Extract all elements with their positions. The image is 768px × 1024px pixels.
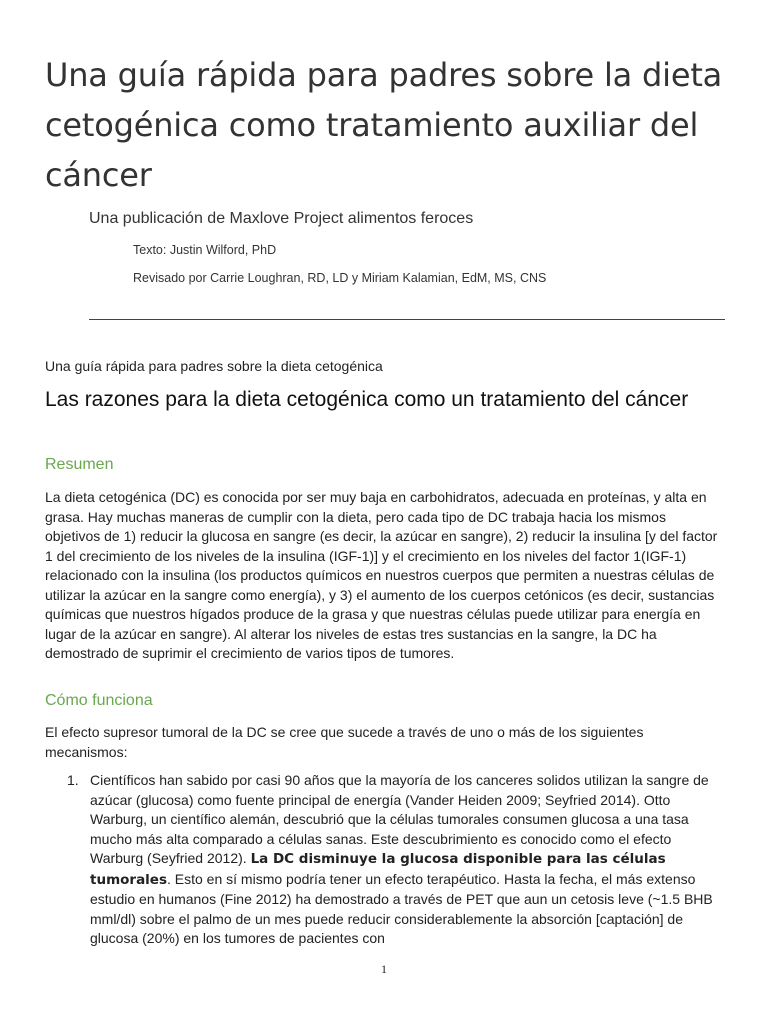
list-text-after: . Esto en sí mismo podría tener un efecto terapéutico. Hasta la fecha, el más extenso estudio en humanos (Fine 2012) ha demostrado a través de PET que aun un cetosis leve (~1.5 BHB mml/dl) sobre el palmo de un mes puede reducir considerablemente la absorción [captación] de glucosa (20%) en los tumores de pacientes con bbox=[90, 870, 713, 946]
running-head: Una guía rápida para padres sobre la dieta cetogénica bbox=[45, 358, 383, 374]
list-number: 1. bbox=[67, 772, 79, 788]
summary-paragraph: La dieta cetogénica (DC) es conocida por ser muy baja en carbohidratos, adecuada en proteínas, y alta en grasa. Hay muchas maneras de cumplir con la dieta, pero cada tipo de DC trabaja hacia los mismos objetivos de 1) reducir la glucosa en sangre (es decir, la azúcar en sangre), 2) reducir la insulina [y del factor 1 del crecimiento de los niveles de la insulina (IGF-1)] y el crecimiento en los niveles del factor 1(IGF-1) relacionado con la insulina (los productos químicos en nuestros cuerpos que permiten a nuestras células de utilizar la azúcar en la sangre como energía), y 3) el aumento de los cuerpos cetónicos (es decir, sustancias químicas que nuestros hígados produce de la grasa y que nuestras células puede utilizar para energía en lugar de la azúcar en sangre). Al alterar los niveles de estas tres sustancias en la sangre, la DC ha demostrado de suprimir el crecimiento de varios tipos de tumores. bbox=[45, 489, 718, 661]
reviewer-credit: Revisado por Carrie Loughran, RD, LD y Miriam Kalamian, EdM, MS, CNS bbox=[133, 271, 547, 285]
document-title: Una guía rápida para padres sobre la dieta cetogénica como tratamiento auxiliar del cáncer bbox=[45, 56, 723, 194]
how-it-works-heading: Cómo funciona bbox=[45, 692, 153, 709]
list-text-before: Científicos han sabido por casi 90 años que la mayoría de los canceres solidos utilizan la sangre de azúcar (glucosa) como fuente principal de energía (Vander Heiden 2009; Seyfried 2014). Otto Warburg, un científico alemán, descubrió que la células tumorales consumen glucosa a una tasa mucho más alta comparado a células sanas. Este descubrimiento es conocido como el efecto Warburg (Seyfried 2012). bbox=[90, 772, 709, 866]
page-number: 1 bbox=[381, 962, 387, 976]
author-credit: Texto: Justin Wilford, PhD bbox=[133, 243, 277, 257]
list-text-bold: La DC disminuye la glucosa disponible para las células tumorales bbox=[90, 851, 666, 888]
mechanisms-list bbox=[45, 771, 725, 949]
horizontal-divider bbox=[89, 319, 725, 320]
list-item-text bbox=[90, 771, 725, 949]
section-heading: Las razones para la dieta cetogénica como un tratamiento del cáncer bbox=[45, 388, 689, 411]
list-item bbox=[45, 771, 725, 949]
document-subtitle: Una publicación de Maxlove Project alimentos feroces bbox=[89, 210, 474, 227]
how-it-works-paragraph: El efecto supresor tumoral de la DC se cree que sucede a través de uno o más de los siguientes mecanismos: bbox=[45, 724, 644, 760]
summary-heading: Resumen bbox=[45, 456, 114, 473]
